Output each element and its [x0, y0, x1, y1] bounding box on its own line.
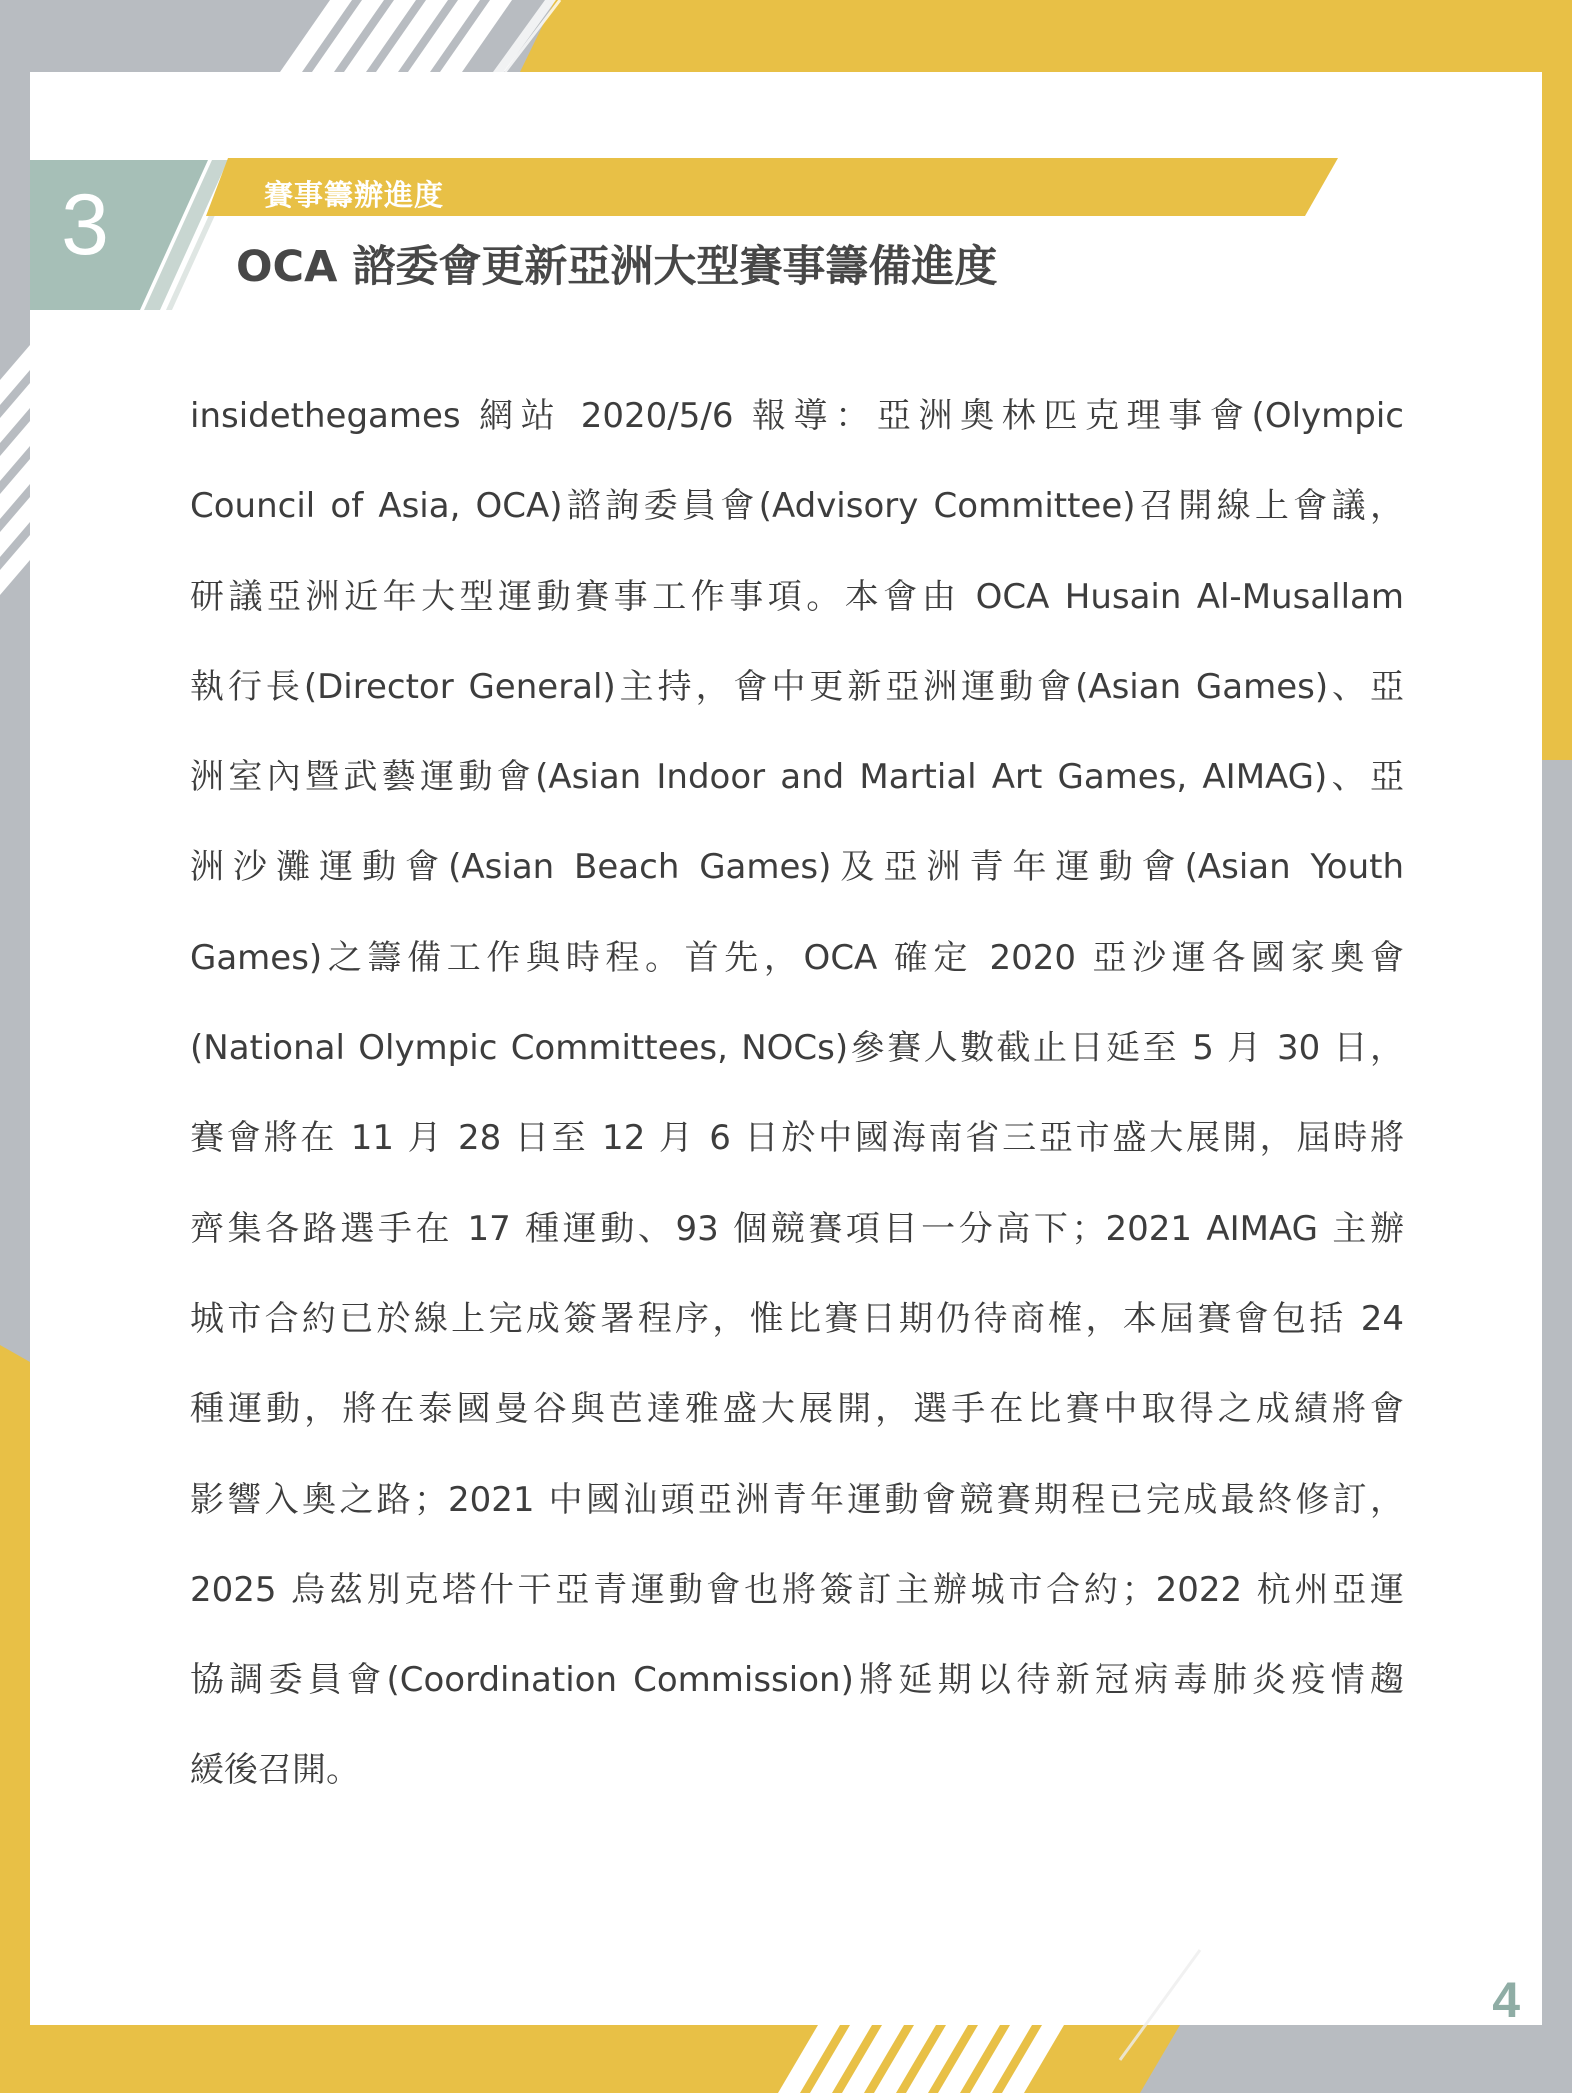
top-yellow-band	[520, 0, 1572, 72]
right-yellow-band	[1542, 72, 1572, 760]
page-number: 4	[1492, 1972, 1520, 2028]
body-line: 齊集各路選手在 17 種運動、93 個競賽項目一分高下；2021 AIMAG 主辦	[190, 1208, 1404, 1249]
body-line: (National Olympic Committees, NOCs)參賽人數截止日延至 5 月 30 日，	[190, 1028, 1404, 1069]
body-line: 2025 烏茲別克塔什干亞青運動會也將簽訂主辦城市合約；2022 杭州亞運	[190, 1569, 1404, 1610]
body-line: 執行長(Director General)主持，會中更新亞洲運動會(Asian Games)、亞	[190, 666, 1404, 707]
body-line: 洲沙灘運動會(Asian Beach Games)及亞洲青年運動會(Asian Youth	[190, 847, 1404, 888]
body-line: 影響入奧之路；2021 中國汕頭亞洲青年運動會競賽期程已完成最終修訂，	[190, 1479, 1404, 1520]
body-line: 緩後召開。	[190, 1750, 360, 1791]
body-line: Council of Asia, OCA)諮詢委員會(Advisory Committee)召開線上會議，	[190, 486, 1404, 527]
body-line: 研議亞洲近年大型運動賽事工作事項。本會由 OCA Husain Al-Musallam	[190, 576, 1404, 617]
body-line: 城市合約已於線上完成簽署程序，惟比賽日期仍待商榷，本屆賽會包括 24	[190, 1298, 1404, 1339]
body-line: insidethegames 網站 2020/5/6 報導：亞洲奧林匹克理事會(Olympic	[190, 396, 1404, 436]
left-yellow-band	[0, 1345, 30, 2093]
article-body	[190, 371, 1404, 1816]
section-number: 3	[61, 177, 109, 273]
body-line: 賽會將在 11 月 28 日至 12 月 6 日於中國海南省三亞市盛大展開，屆時將	[190, 1118, 1404, 1159]
body-line: Games)之籌備工作與時程。首先，OCA 確定 2020 亞沙運各國家奧會	[190, 937, 1404, 978]
body-line: 種運動，將在泰國曼谷與芭達雅盛大展開，選手在比賽中取得之成績將會	[190, 1389, 1404, 1430]
body-line: 協調委員會(Coordination Commission)將延期以待新冠病毒肺炎疫情趨	[190, 1660, 1404, 1701]
section-category: 賽事籌辦進度	[264, 178, 445, 212]
article-title: OCA 諮委會更新亞洲大型賽事籌備進度	[236, 242, 998, 292]
body-line: 洲室內暨武藝運動會(Asian Indoor and Martial Art Games, AIMAG)、亞	[190, 757, 1404, 798]
